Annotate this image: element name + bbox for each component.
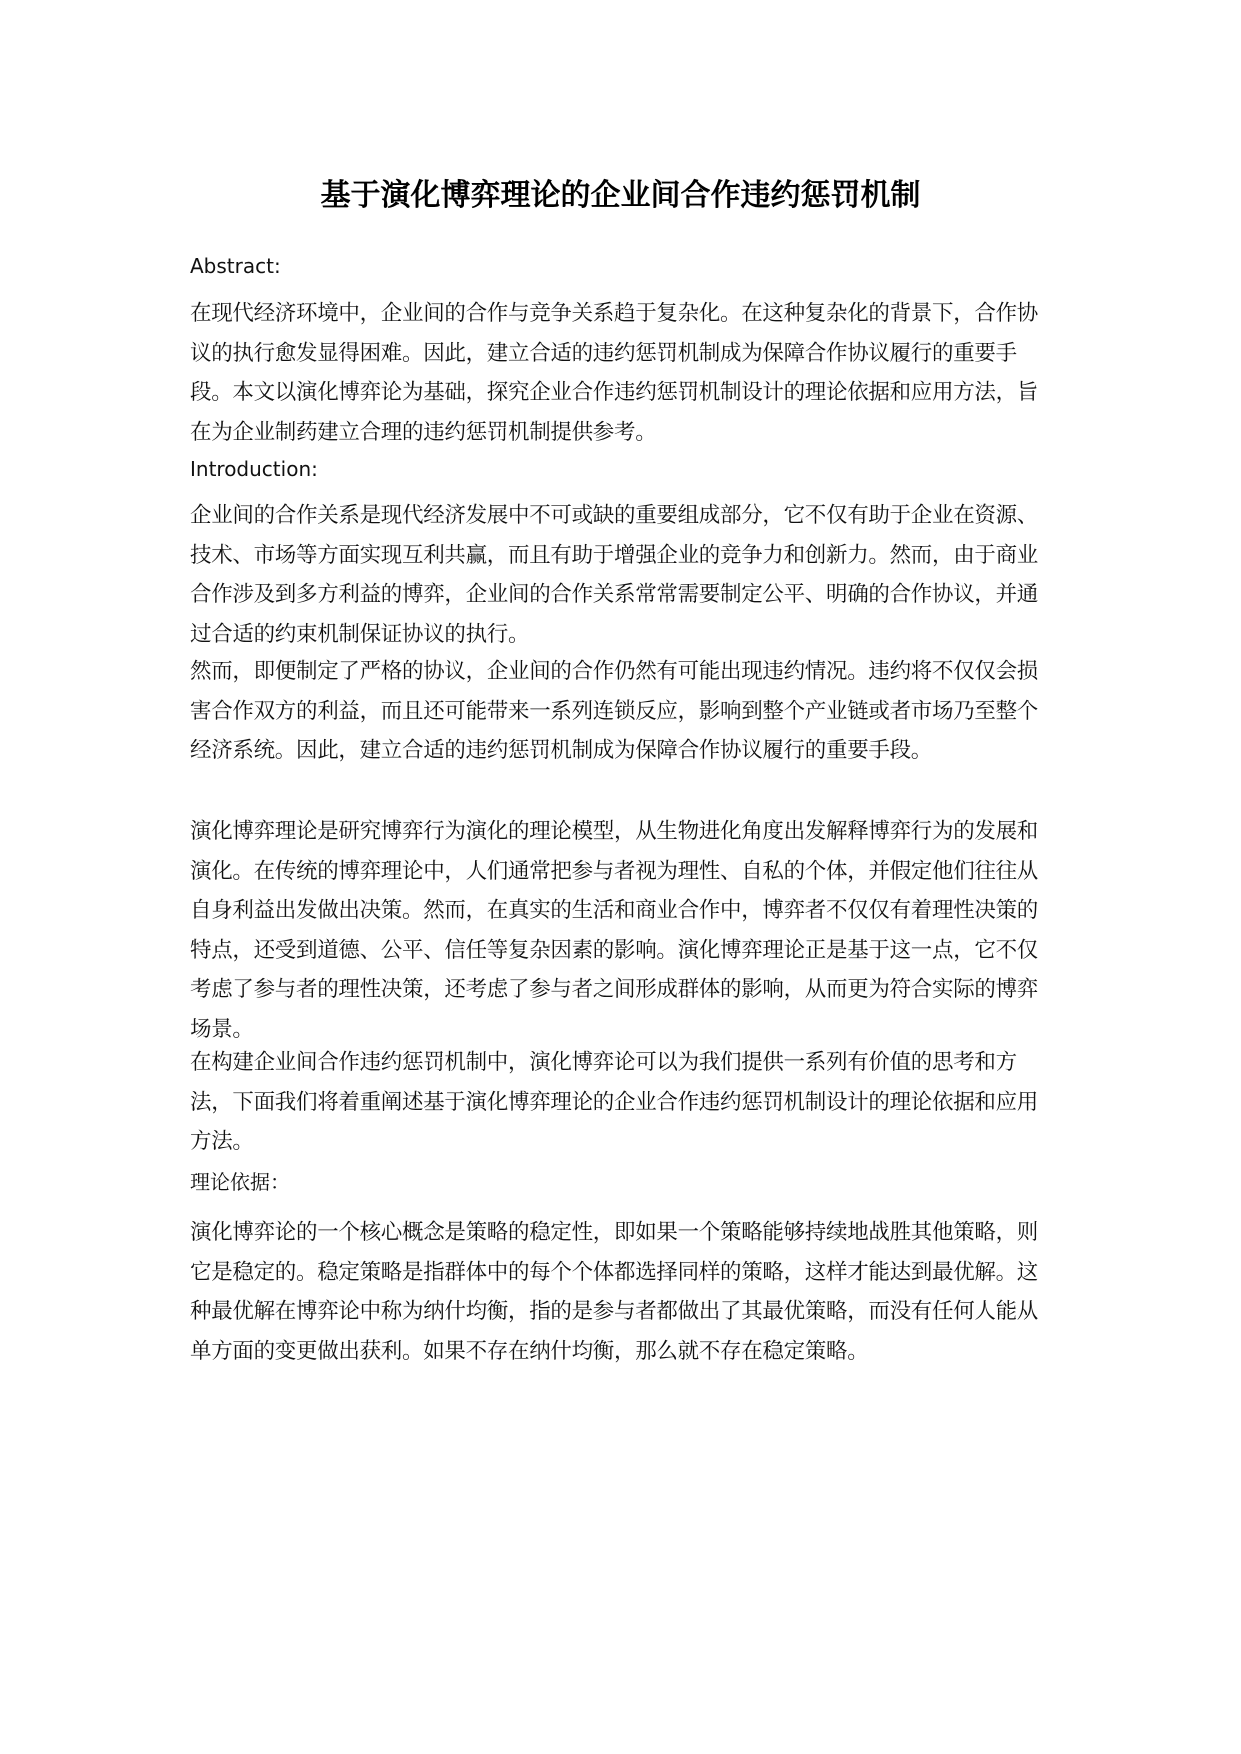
document-title: 基于演化博弈理论的企业间合作违约惩罚机制 <box>320 178 921 213</box>
theory-paragraph: 演化博弈论的一个核心概念是策略的稳定性，即如果一个策略能够持续地战胜其他策略，则它是稳定的。稳定策略是指群体中的每个个体都选择同样的策略，这样才能达到最优解。这种最优解在博弈论中称为纳什均衡，指的是参与者都做出了其最优策略，而没有任何人能从单方面的变更做出获利。如果不存在纳什均衡，那么就不存在稳定策略。 <box>190 1220 1039 1364</box>
introduction-paragraph-1: 企业间的合作关系是现代经济发展中不可或缺的重要组成部分，它不仅有助于企业在资源、技术、市场等方面实现互利共赢，而且有助于增强企业的竞争力和创新力。然而，由于商业合作涉及到多方利益的博弈，企业间的合作关系常常需要制定公平、明确的合作协议，并通过合适的约束机制保证协议的执行。 <box>190 503 1039 647</box>
introduction-paragraph-2: 然而，即便制定了严格的协议，企业间的合作仍然有可能出现违约情况。违约将不仅仅会损害合作双方的利益，而且还可能带来一系列连锁反应，影响到整个产业链或者市场乃至整个经济系统。因此，建立合适的违约惩罚机制成为保障合作协议履行的重要手段。 <box>190 659 1039 763</box>
introduction-paragraph-3: 演化博弈理论是研究博弈行为演化的理论模型，从生物进化角度出发解释博弈行为的发展和演化。在传统的博弈理论中，人们通常把参与者视为理性、自私的个体，并假定他们往往从自身利益出发做出决策。然而，在真实的生活和商业合作中，博弈者不仅仅有着理性决策的特点，还受到道德、公平、信任等复杂因素的影响。演化博弈理论正是基于这一点，它不仅考虑了参与者的理性决策，还考虑了参与者之间形成群体的影响，从而更为符合实际的博弈场景。 <box>190 819 1039 1042</box>
introduction-heading: Introduction: <box>190 457 318 481</box>
introduction-paragraph-4: 在构建企业间合作违约惩罚机制中，演化博弈论可以为我们提供一系列有价值的思考和方法，下面我们将着重阐述基于演化博弈理论的企业合作违约惩罚机制设计的理论依据和应用方法。 <box>190 1050 1039 1154</box>
theory-heading: 理论依据： <box>190 1170 290 1194</box>
abstract-paragraph: 在现代经济环境中，企业间的合作与竞争关系趋于复杂化。在这种复杂化的背景下，合作协议的执行愈发显得困难。因此，建立合适的违约惩罚机制成为保障合作协议履行的重要手段。本文以演化博弈论为基础，探究企业合作违约惩罚机制设计的理论依据和应用方法，旨在为企业制药建立合理的违约惩罚机制提供参考。 <box>190 301 1039 445</box>
abstract-heading: Abstract: <box>190 254 281 278</box>
